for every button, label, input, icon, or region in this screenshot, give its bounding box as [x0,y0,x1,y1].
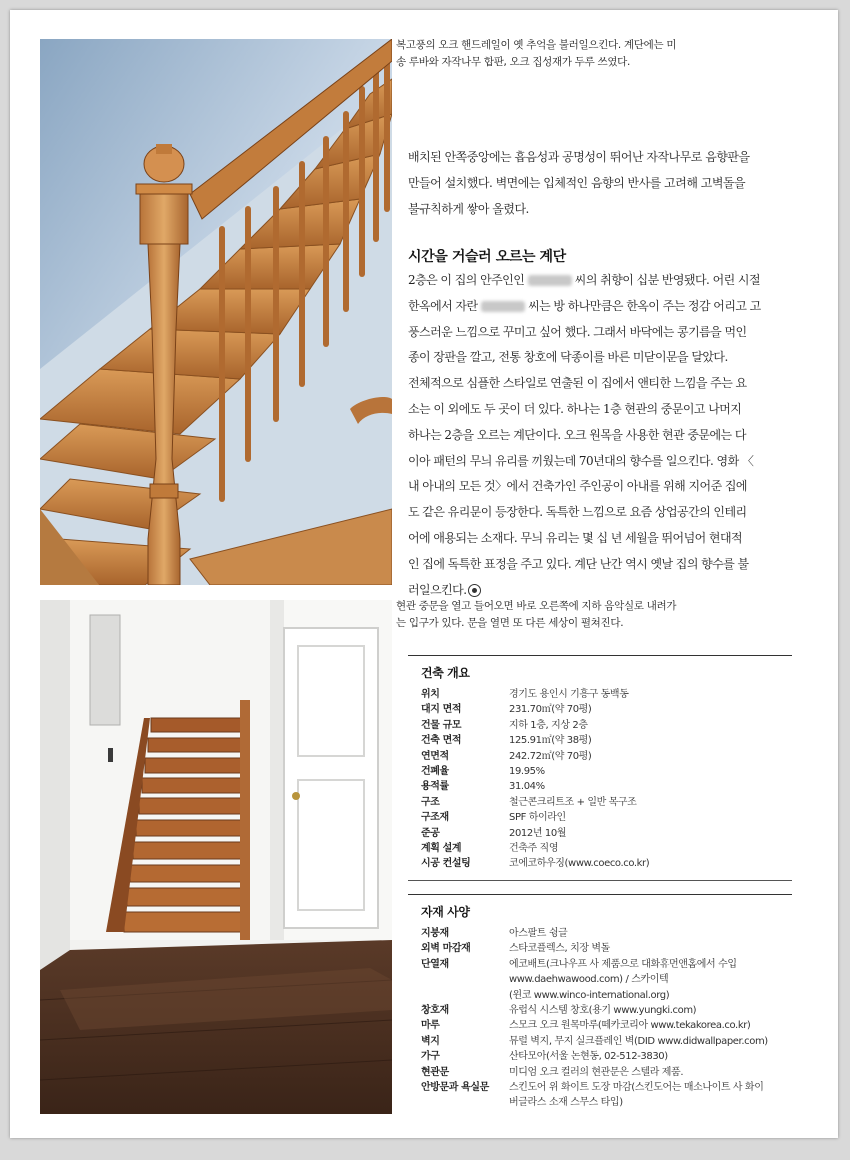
spec-value-line: 스킨도어 위 화이트 도장 마감(스킨도어는 매소나이트 사 화이 [509,1082,764,1094]
section-heading: 시간을 거슬러 오르는 계단 [408,249,566,265]
overview-row [408,826,792,841]
material-row [408,926,792,941]
spec-value [509,1065,683,1080]
spec-value: 지하 1층, 지상 2층 [509,719,588,731]
spec-value-line: 산타모아(서울 논현동, 02-512-3830) [509,1051,668,1063]
material-row [408,1065,792,1080]
spec-value-line: www.daehwawood.com) / 스카이텍 [509,974,669,986]
spec-value: 19.95% [509,766,545,778]
spec-value [509,941,610,956]
spec-label: 시공 컨설팅 [421,858,471,870]
body-line: 이아 패턴의 무늬 유리를 끼웠는데 70년대의 향수를 일으킨다. 영화 〈 [408,453,754,468]
body-line: 풍스러운 느낌으로 꾸미고 싶어 했다. 그래서 바닥에는 콩기름을 먹인 [408,324,747,339]
overview-row [408,795,792,810]
material-row [408,1018,792,1033]
magazine-page [10,10,838,1138]
spec-label: 외벽 마감재 [421,943,471,955]
spec-value-line: 아스팔트 슁글 [509,928,568,939]
body-line: 하나는 2층을 오르는 계단이다. 오크 원목을 사용한 현관 중문에는 다 [408,427,746,442]
material-row [408,957,792,1003]
spec-value [509,1080,763,1111]
material-specs [408,894,792,1111]
spec-value-line: 유럽식 시스템 창호(용기 www.yungki.com) [509,1005,697,1017]
spec-label: 건폐율 [421,766,449,778]
spec-label: 창호재 [421,1005,449,1017]
overview-row [408,718,792,733]
body-line: 어에 애용되는 소재다. 무늬 유리는 몇 십 년 세월을 뛰어넘어 현대적 [408,530,743,545]
body-text: 씨의 취향이 십분 반영됐다. 어린 시절 [574,273,761,287]
spec-value [509,1049,668,1064]
caption-line: 복고풍의 오크 핸드레일이 옛 추억을 불러일으킨다. 계단에는 미 [396,39,677,51]
spec-label: 안방문과 욕실문 [421,1082,489,1094]
material-row [408,1003,792,1018]
overview-row [408,687,792,702]
body-text: 씨는 방 하나만큼은 한옥이 주는 정감 어리고 고 [528,298,761,313]
body-line: 소는 이 외에도 두 곳이 더 있다. 하나는 1층 현관의 중문이고 나머지 [408,401,742,416]
spec-value: 31.04% [509,781,545,793]
intro-line: 만들어 설치했다. 벽면에는 입체적인 음향의 반사를 고려해 고벽돌을 [408,176,746,190]
material-row [408,1049,792,1064]
spec-value: 2012년 10월 [509,827,567,839]
body-line: 내 아내의 모든 것〉에서 건축가인 주인공이 아내를 위해 지어준 집에 [408,479,747,494]
overview-row [408,810,792,825]
spec-label: 마루 [421,1020,440,1032]
body-line [408,268,813,294]
intro-line: 불규칙하게 쌓아 올렸다. [408,202,529,216]
body-text: 러일으킨다. [408,582,467,597]
spec-value-line: 스타코플렉스, 치장 벽돌 [509,943,610,955]
spec-label: 현관문 [421,1066,449,1078]
spec-value: SPF 하이라인 [509,812,566,824]
spec-value: 242.72㎡(약 70평) [509,750,592,762]
spec-value [509,1003,696,1018]
spec-value: 철근콘크리트조 + 일반 목구조 [509,796,637,808]
spec-value-line: 버글라스 소재 스무스 타입) [509,1097,623,1109]
spec-value: 125.91㎡(약 38평) [509,735,592,747]
spec-label: 벽지 [421,1035,440,1047]
spec-label: 용적률 [421,781,449,793]
spec-value-line: 미디엄 오크 컬러의 현관문은 스텔라 제품. [509,1066,684,1078]
overview-row [408,841,792,856]
caption-line: 는 입구가 있다. 문을 열면 또 다른 세상이 펼쳐진다. [396,617,624,629]
spec-label: 건축 면적 [421,735,462,747]
material-row [408,941,792,956]
divider [408,880,792,881]
material-row [408,1080,792,1111]
spec-label: 대지 면적 [421,704,462,716]
body-text: 한옥에서 자란 [408,298,478,313]
spec-value [509,926,567,941]
spec-value: 건축주 직영 [509,843,559,855]
spec-value [509,1018,750,1033]
intro-line: 배치된 안쪽중앙에는 흡음성과 공명성이 뛰어난 자작나무로 음향판을 [408,150,750,164]
blurred-name [481,301,525,312]
overview-row [408,733,792,748]
spec-value: 경기도 용인시 기흥구 동백동 [509,689,629,700]
spec-value [509,957,737,1003]
spec-label: 연면적 [421,750,449,762]
spec-value: 코에코하우징(www.coeco.co.kr) [509,858,650,870]
body-line: 인 집에 독특한 표정을 주고 있다. 계단 난간 역시 옛날 집의 향수를 불 [408,556,749,571]
caption-line: 송 루바와 자작나무 합판, 오크 집성재가 두루 쓰였다. [396,56,631,68]
overview-row [408,764,792,779]
spec-label: 위치 [421,689,440,700]
oak-staircase-photo [40,39,392,585]
hallway-stairs-photo [40,600,392,1114]
top-photo-caption [396,37,676,71]
spec-label: 단열재 [421,958,449,970]
spec-label: 준공 [421,827,440,839]
materials-title: 자재 사양 [421,905,470,919]
spec-value: 231.70㎡(약 70평) [509,704,592,716]
intro-paragraph [408,144,813,222]
body-text: 2층은 이 집의 안주인인 [408,273,525,287]
spec-label: 건물 규모 [421,719,462,731]
blurred-name [528,275,572,286]
caption-line: 현관 중문을 열고 들어오면 바로 오른쪽에 지하 음악실로 내려가 [396,600,677,612]
material-row [408,1034,792,1049]
spec-value-line: 에코배트(크나우프 사 제품으로 대화휴먼앤홈에서 수입 [509,958,737,970]
overview-row [408,749,792,764]
overview-row [408,856,792,871]
spec-value-line: 뮤럴 벽지, 무지 실크플레인 벽(DID www.didwallpaper.com) [509,1035,768,1047]
body-line: 종이 장판을 깔고, 전통 창호에 닥종이를 바른 미닫이문을 달았다. [408,350,728,365]
building-overview [408,655,792,881]
end-mark-icon [468,584,481,597]
overview-title: 건축 개요 [421,666,470,680]
overview-row [408,702,792,717]
spec-label: 가구 [421,1051,440,1063]
spec-label: 구조재 [421,812,449,824]
material-rows [408,926,792,1111]
article-body [408,268,813,603]
spec-label: 계획 설계 [421,843,462,855]
middle-photo-caption [396,598,676,632]
overview-row [408,779,792,794]
overview-rows [408,687,792,872]
body-line: 전체적으로 심플한 스타일로 연출된 이 집에서 앤티한 느낌을 주는 요 [408,376,747,391]
body-line: 도 같은 유리문이 등장한다. 독특한 느낌으로 요즘 상업공간의 인테리 [408,505,747,520]
spec-value-line: (윈코 www.winco-international.org) [509,989,670,1001]
body-line [408,294,813,320]
spec-value-line: 스모크 오크 원목마루(떼카코리아 www.tekakorea.co.kr) [509,1020,751,1032]
spec-value [509,1034,768,1049]
spec-label: 지붕재 [421,928,449,939]
spec-label: 구조 [421,796,440,808]
